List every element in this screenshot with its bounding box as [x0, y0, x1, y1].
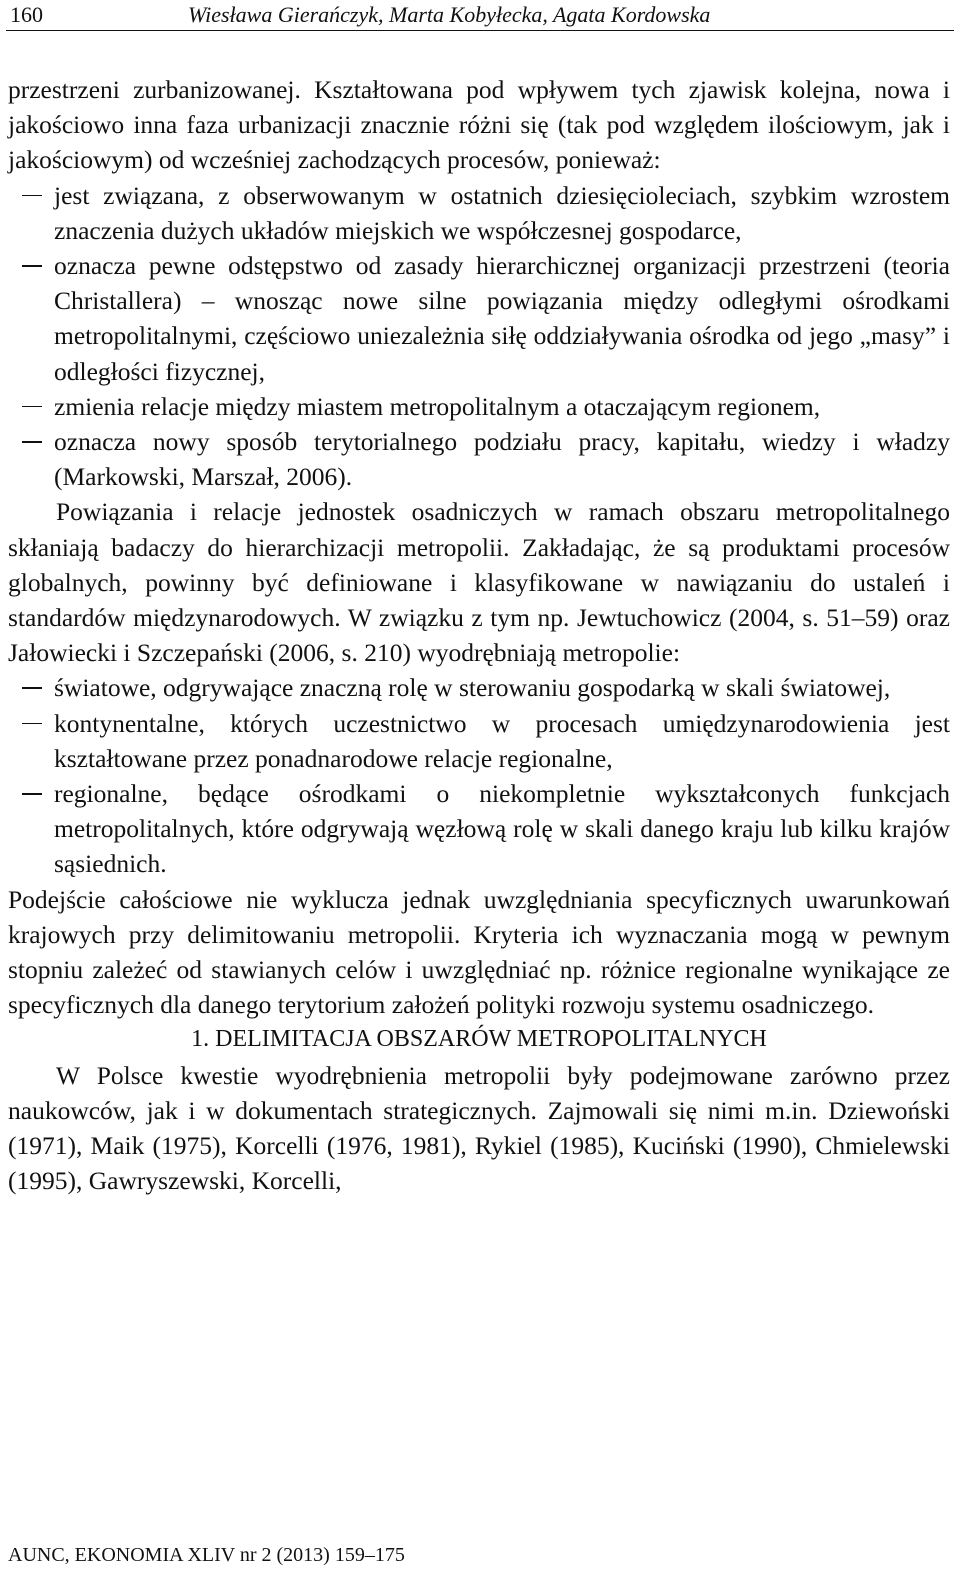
- paragraph: Powiązania i relacje jednostek osadniczych w ramach obszaru metropolitalnego skłaniają badaczy do hierarchizacji metropolii. Zakładając, że są produktami procesów globalnych, powinny być definiowane i klasyfikowane w nawiązaniu do ustaleń i standardów międzynarodowych. W związku z tym np. Jewtuchowicz (2004, s. 51–59) oraz Jałowiecki i Szczepański (2006, s. 210) wyodrębniają metropolie:: [8, 497, 950, 668]
- list-item: oznacza nowy sposób terytorialnego podziału pracy, kapitału, wiedzy i władzy (Markowski, Marszał, 2006).: [54, 424, 950, 494]
- list-item: zmienia relacje między miastem metropolitalnym a otaczającym regionem,: [54, 389, 950, 424]
- paragraph: W Polsce kwestie wyodrębnienia metropolii były podejmowane zarówno przez naukowców, jak i w dokumentach strategicznych. Zajmowali się nimi m.in. Dziewoński (1971), Maik (1975), Korcelli (1976, 1981), Rykiel (1985), Kuciński (1990), Chmielewski (1995), Gawryszewski, Korcelli,: [8, 1060, 950, 1196]
- features-list: [8, 178, 950, 495]
- list-item: oznacza pewne odstępstwo od zasady hierarchicznej organizacji przestrzeni (teoria Christallera) – wnosząc nowe silne powiązania między odległymi ośrodkami metropolitalnymi, częściowo uniezależnia siłę oddziaływania ośrodka od jego „masy” i odległości fizycznej,: [54, 248, 950, 389]
- footer-journal-info: AUNC, EKONOMIA XLIV nr 2 (2013) 159–175: [8, 1544, 405, 1566]
- paragraph: Podejście całościowe nie wyklucza jednak uwzględniania specyficznych uwarunkowań krajowych przy delimitowaniu metropolii. Kryteria ich wyznaczania mogą w pewnym stopniu zależeć od stawianych celów i uwzględniać np. różnice regionalne wynikające ze specyficznych dla danego terytorium założeń polityki rozwoju systemu osadniczego.: [8, 884, 950, 1020]
- body-text: [8, 72, 950, 1199]
- list-item: kontynentalne, których uczestnictwo w procesach umiędzynarodowienia jest kształtowane przez ponadnarodowe relacje regionalne,: [54, 706, 950, 776]
- list-item: światowe, odgrywające znaczną rolę w sterowaniu gospodarką w skali światowej,: [54, 670, 950, 705]
- intro-paragraph: przestrzeni zurbanizowanej. Kształtowana pod wpływem tych zjawisk kolejna, nowa i jakościowo inna faza urbanizacji znacznie różni się (tak pod względem ilościowym, jak i jakościowym) od wcześniej zachodzących procesów, ponieważ:: [8, 75, 950, 175]
- list-item: regionalne, będące ośrodkami o niekompletnie wykształconych funkcjach metropolitalnych, które odgrywają węzłową rolę w skali danego kraju lub kilku krajów sąsiednich.: [54, 776, 950, 882]
- list-item: jest związana, z obserwowanym w ostatnich dziesięcioleciach, szybkim wzrostem znaczenia dużych układów miejskich we współczesnej gospodarce,: [54, 178, 950, 248]
- section-heading: 1. DELIMITACJA OBSZARÓW METROPOLITALNYCH: [191, 1026, 767, 1053]
- metropolis-types-list: [8, 670, 950, 881]
- running-header: [6, 0, 954, 31]
- page-number: 160: [10, 2, 43, 27]
- header-authors: Wiesława Gierańczyk, Marta Kobyłecka, Agata Kordowska: [188, 2, 711, 27]
